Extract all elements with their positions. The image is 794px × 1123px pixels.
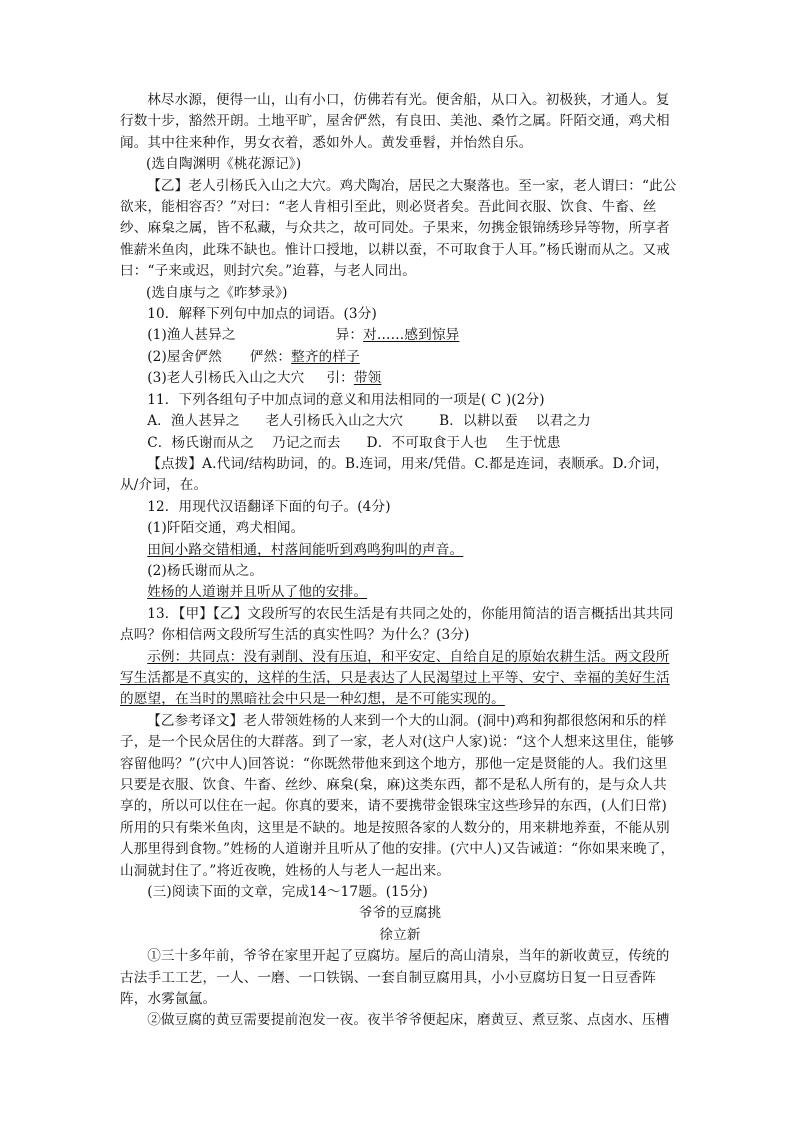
q11-option-d: D．不可取食于人也	[366, 434, 488, 451]
passage-yi-source: (选自康与之《昨梦录》)	[146, 284, 288, 301]
q10-item-3	[120, 368, 680, 389]
q11-option-c: C．杨氏谢而从之	[147, 434, 254, 451]
q12-answer-1: 田间小路交错相通，村落间能听到鸡鸣狗叫的声音。	[147, 541, 464, 558]
q11-options-cd	[120, 433, 680, 454]
q10-item-2	[120, 347, 680, 368]
q13-stem: 13．【甲】【乙】文段所写的农民生活是有共同之处的，你能用简洁的语言概括出其共同点吗？你相信两文段所写生活的真实性吗？为什么？(3分)	[120, 605, 674, 644]
q10-item-2-word: 俨然：	[249, 348, 292, 365]
q11-option-c-2: 乃记之而去	[271, 434, 341, 451]
passage-jia-source: (选自陶渊明《桃花源记》)	[146, 156, 302, 173]
q11-option-a-2: 老人引杨氏入山之大穴	[265, 413, 404, 430]
article-title: 爷爷的豆腐挑	[358, 905, 442, 922]
q11-option-b: B．以耕以蚕	[439, 413, 518, 430]
q10-item-1-sentence: (1)渔人甚异之	[147, 327, 236, 344]
q10-item-1-answer: 对……感到惊异	[363, 327, 460, 344]
article-paragraph-2: ②做豆腐的黄豆需要提前泡发一夜。夜半爷爷便起床，磨黄豆、煮豆浆、点卤水、压槽	[147, 1012, 670, 1029]
q10-item-2-sentence: (2)屋舍俨然	[147, 348, 222, 365]
document-body	[120, 90, 680, 1032]
q10-item-1-word: 异：	[335, 327, 364, 344]
yi-translation: 【乙参考译文】老人带领姓杨的人来到一个大的山洞。(洞中)鸡和狗都很悠闲和乐的样子，是一个民众居住的大群落。到了一家，老人对(这户人家)说：“这个人想来这里住，能够容留他吗？”(穴中人)回答说：“你既然带他来到这个地方，那他一定是贤能的人。我们这里只要是衣服、饮食、牛畜、丝纱、麻枲(枲，麻)这类东西，都不是私人所有的，是与众人共享的，所以可以住在一起。你真的要来，请不要携带金银珠宝这些珍异的东西，(人们日常)所用的只有柴米鱼肉，这里是不缺的。地是按照各家的人数分的，用来耕地养蚕，不能从别人那里得到食物。”姓杨的人道谢并且听从了他的安排。(穴中人)又告诫道：“你如果来晚了，山洞就封住了。”将近夜晚，姓杨的人与老人一起出来。	[120, 712, 675, 879]
section3-intro: (三)阅读下面的文章，完成14～17题。(15分)	[147, 884, 428, 901]
q10-item-1	[120, 325, 680, 346]
q12-stem: 12．用现代汉语翻译下面的句子。(4分)	[147, 498, 391, 515]
q10-item-2-answer: 整齐的样子	[291, 348, 360, 365]
q10-stem: 10．解释下列句中加点的词语。(3分)	[147, 306, 377, 323]
q11-note: 【点拨】A.代词/结构助词，的。B.连词，用来/凭借。C.都是连词，表顺承。D.介词，从/介词，在。	[120, 455, 669, 494]
q12-sentence-1: (1)阡陌交通，鸡犬相闻。	[147, 520, 305, 537]
q13-answer: 示例：共同点：没有剥削、没有压迫，和平安定、自给自足的原始农耕生活。两文段所写生活都是不真实的，这样的生活，只是表达了人民渴望过上平等、安宁、幸福的美好生活的愿望，在当时的黑暗社会中只是一种幻想，是不可能实现的。	[120, 648, 670, 708]
article-author: 徐立新	[379, 926, 421, 943]
q12-sentence-2: (2)杨氏谢而从之。	[147, 562, 264, 579]
q11-option-a: A．渔人甚异之	[147, 413, 240, 430]
q12-answer-2: 姓杨的人道谢并且听从了他的安排。	[147, 584, 368, 601]
passage-jia-text: 林尽水源，便得一山，山有小口，仿佛若有光。便舍船，从口入。初极狭，才通人。复行数十步，豁然开朗。土地平旷，屋舍俨然，有良田、美池、桑竹之属。阡陌交通，鸡犬相闻。其中往来种作，男女衣着，悉如外人。黄发垂髫，并怡然自乐。	[120, 92, 670, 151]
q10-item-3-answer: 带领	[353, 370, 382, 387]
q11-option-b-2: 以君之力	[535, 413, 591, 430]
q10-item-3-word: 引：	[326, 370, 354, 387]
passage-yi-text: 【乙】老人引杨氏入山之大穴。鸡犬陶冶，居民之大聚落也。至一家，老人谓曰：“此公欲来，能相容否？”对曰：“老人肯相引至此，则必贤者矣。吾此间衣服、饮食、牛畜、丝纱、麻枲之属，皆不私藏，与众共之，故可同处。子果来，勿携金银锦绣珍异等物，所享者惟薪米鱼肉，此珠不缺也。惟计口授地，以耕以蚕，不可取食于人耳。”杨氏谢而从之。又戒曰：“子来或迟，则封穴矣。”迨暮，与老人同出。	[120, 177, 677, 280]
q10-item-3-sentence: (3)老人引杨氏入山之大穴	[147, 370, 305, 387]
q11-options-ab	[120, 411, 680, 432]
article-paragraph-1: ①三十多年前，爷爷在家里开起了豆腐坊。屋后的高山清泉，当年的新收黄豆，传统的古法手工工艺，一人、一磨、一口铁锅、一套自制豆腐用具，小小豆腐坊日复一日豆香阵阵，水雾氤氲。	[120, 948, 670, 1008]
q11-stem: 11．下列各组句子中加点词的意义和用法相同的一项是( C )(2分)	[147, 391, 545, 408]
q11-option-d-2: 生于忧患	[505, 434, 561, 451]
